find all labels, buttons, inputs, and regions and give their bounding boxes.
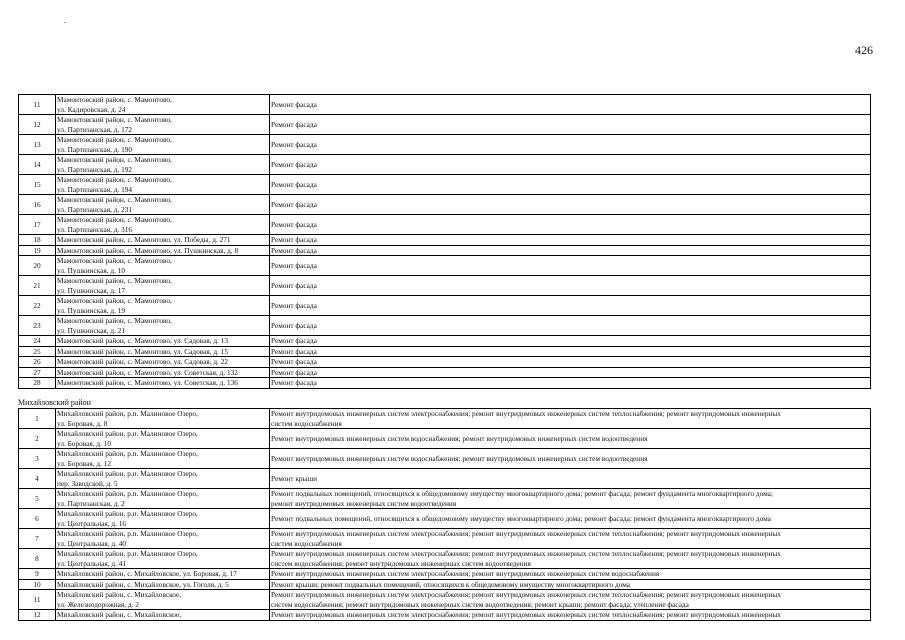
table-row [19,409,871,429]
works-cell [270,256,871,276]
works-cell [270,245,871,256]
address-cell [56,276,270,296]
address-cell [56,610,270,621]
row-number: 28 [19,378,56,389]
address-cell [56,469,270,489]
address-line-2: ул. Партизанская, д. 172 [57,124,133,134]
address-line-2: ул. Партизанская, д. 231 [57,204,133,214]
works-cell [270,529,871,549]
row-number: 9 [19,569,56,580]
works-line: Ремонт фасада [271,245,317,255]
works-cell [270,135,871,155]
works-cell [270,296,871,316]
works-cell [270,95,871,115]
address-cell [56,135,270,155]
works-cell [270,569,871,580]
address-cell [56,195,270,215]
address-line-2: ул. Боровая, д. 12 [57,458,112,468]
table-row [19,195,871,215]
works-cell [270,579,871,590]
works-line: Ремонт крыши; ремонт подвальных помещений, относящихся к общедомовому имуществу многоквартирного дома [271,579,631,589]
address-cell [56,296,270,316]
address-line-2: ул. Партизанская, д. 194 [57,184,133,194]
address-line-1: Мамонтовский район, с. Мамонтово, [57,316,172,325]
works-line: Ремонт внутридомовых инженерных систем водоснабжения; ремонт внутридомовых инженерных систем водоотведения [271,433,648,443]
address-line-1: Мамонтовский район, с. Мамонтово, ул. Победы, д. 271 [57,235,231,244]
works-line: Ремонт фасада [271,159,317,169]
address-line-2: ул. Центральная, д. 40 [57,538,127,548]
works-cell [270,610,871,621]
address-line-1: Мамонтовский район, с. Мамонтово, [57,215,172,224]
address-cell [56,235,270,246]
address-cell [56,409,270,429]
table-row [19,276,871,296]
table-row [19,256,871,276]
address-line-1: Михайловский район, р.п. Малиновое Озеро, [57,449,198,458]
address-line-1: Михайловский район, с. Михайловское, [57,590,182,599]
works-line: Ремонт фасада [271,346,317,356]
row-number: 18 [19,235,56,246]
works-cell [270,469,871,489]
address-line-1: Михайловский район, р.п. Малиновое Озеро, [57,509,198,518]
address-cell [56,509,270,529]
address-line-1: Михайловский район, р.п. Малиновое Озеро, [57,529,198,538]
works-line: Ремонт фасада [271,320,317,330]
works-cell [270,378,871,389]
address-line-1: Мамонтовский район, с. Мамонтово, ул. Пушкинская, д. 8 [57,245,239,255]
address-line-1: Михайловский район, с. Михайловское, ул. Боровая, д. 17 [57,569,237,578]
table-row [19,610,871,621]
table-row [19,346,871,357]
address-line-1: Мамонтовский район, с. Мамонтово, [57,195,172,204]
table-row [19,489,871,509]
address-line-1: Михайловский район, с. Михайловское, [57,610,182,619]
section-title: Михайловский район [18,398,91,407]
address-line-2: ул. Партизанская, д. 316 [57,224,133,234]
works-cell [270,175,871,195]
row-number: 11 [19,95,56,115]
scan-tick-mark [64,22,66,23]
works-line: систем водоснабжения [271,538,342,548]
row-number: 25 [19,346,56,357]
works-cell [270,195,871,215]
address-line-2: ул. Центральная, д. 16 [57,518,127,528]
address-cell [56,115,270,135]
row-number: 7 [19,529,56,549]
works-cell [270,489,871,509]
row-number: 20 [19,256,56,276]
row-number: 23 [19,316,56,336]
address-cell [56,489,270,509]
address-cell [56,316,270,336]
row-number: 26 [19,357,56,368]
address-line-1: Мамонтовский район, с. Мамонтово, [57,155,172,164]
address-cell [56,175,270,195]
address-cell [56,215,270,235]
address-line-1: Михайловский район, с. Михайловское, ул. Гоголя, д. 5 [57,579,229,589]
address-cell [56,529,270,549]
row-number: 3 [19,449,56,469]
works-line: Ремонт фасада [271,260,317,270]
works-cell [270,509,871,529]
address-cell [56,549,270,569]
row-number: 13 [19,135,56,155]
address-cell [56,245,270,256]
works-line: Ремонт подвальных помещений, относящихся к общедомовому имуществу многоквартирного дома; ремонт фасада; ремонт фундамента многоквартирного дома [271,513,771,523]
works-line: Ремонт фасада [271,139,317,149]
table-row [19,175,871,195]
works-cell [270,346,871,357]
address-line-1: Мамонтовский район, с. Мамонтово, ул. Советская, д. 132 [57,367,238,377]
works-line: Ремонт фасада [271,378,317,387]
row-number: 4 [19,469,56,489]
row-number: 22 [19,296,56,316]
address-cell [56,336,270,347]
works-line: Ремонт внутридомовых инженерных систем электроснабжения; ремонт внутридомовых инженерных систем теплоснабжения; ремонт внутридомовых инженерных [271,610,781,619]
address-line-2: ул. Железнодорожная, д. 2 [57,599,139,609]
works-line: Ремонт внутридомовых инженерных систем электроснабжения; ремонт внутридомовых инженерных систем теплоснабжения; ремонт внутридомовых инженерных [271,409,781,418]
row-number: 11 [19,590,56,610]
address-line-1: Михайловский район, р.п. Малиновое Озеро, [57,409,198,418]
works-cell [270,449,871,469]
table-row [19,316,871,336]
address-line-1: Мамонтовский район, с. Мамонтово, ул. Садовая, д. 15 [57,346,229,356]
mamontovsky-table [18,94,871,389]
address-line-1: Михайловский район, р.п. Малиновое Озеро, [57,429,198,438]
table-row [19,336,871,347]
works-line: ремонт внутридомовых инженерных систем водоотведения [271,498,457,508]
address-cell [56,429,270,449]
address-line-2: ул. Партизанская, д. 190 [57,144,133,154]
works-line: Ремонт фасада [271,235,317,244]
works-line: Ремонт крыши [271,473,318,483]
table-row [19,155,871,175]
address-line-2: ул. Пушкинская, д. 21 [57,325,126,335]
address-cell [56,569,270,580]
row-number: 5 [19,489,56,509]
row-number: 8 [19,549,56,569]
works-line: Ремонт фасада [271,357,317,366]
address-line-1: Михайловский район, р.п. Малиновое Озеро, [57,469,198,478]
address-line-1: Мамонтовский район, с. Мамонтово, [57,95,172,104]
row-number: 21 [19,276,56,296]
table-row [19,135,871,155]
row-number: 12 [19,610,56,621]
works-line: Ремонт внутридомовых инженерных систем электроснабжения; ремонт внутридомовых инженерных систем теплоснабжения; ремонт внутридомовых инженерных [271,590,781,599]
works-cell [270,316,871,336]
row-number: 2 [19,429,56,449]
address-cell [56,590,270,610]
table-row [19,296,871,316]
table-row [19,115,871,135]
table-row [19,215,871,235]
address-line-2: ул. Центральная, д. 41 [57,558,127,568]
works-line: Ремонт внутридомовых инженерных систем электроснабжения; ремонт внутридомовых инженерных систем водоснабжения [271,569,660,578]
address-cell [56,346,270,357]
works-line: Ремонт фасада [271,280,317,290]
address-line-1: Мамонтовский район, с. Мамонтово, ул. Садовая, д. 22 [57,357,229,366]
works-cell [270,357,871,368]
table-row [19,509,871,529]
address-line-2: ул. Боровая, д. 10 [57,438,112,448]
address-line-2: ул. Боровая, д. 8 [57,418,108,428]
address-cell [56,357,270,368]
address-line-1: Мамонтовский район, с. Мамонтово, ул. Садовая, д. 13 [57,336,229,345]
row-number: 1 [19,409,56,429]
works-line: Ремонт фасада [271,336,317,345]
row-number: 27 [19,367,56,378]
address-cell [56,155,270,175]
address-line-1: Мамонтовский район, с. Мамонтово, [57,276,172,285]
works-line: Ремонт подвальных помещений, относящихся к общедомовому имуществу многоквартирного дома; ремонт фасада; ремонт фундамента многоквартирного дома; [271,489,773,498]
works-cell [270,367,871,378]
row-number: 6 [19,509,56,529]
works-cell [270,235,871,246]
row-number: 19 [19,245,56,256]
works-line: Ремонт фасада [271,179,317,189]
works-line: Ремонт фасада [271,99,317,109]
works-cell [270,549,871,569]
works-cell [270,215,871,235]
address-cell [56,378,270,389]
page-number: 426 [855,43,873,57]
table-row [19,245,871,256]
address-cell [56,449,270,469]
works-cell [270,429,871,449]
mikhailovsky-table [18,408,871,621]
row-number: 17 [19,215,56,235]
table-row [19,357,871,368]
table-row [19,235,871,246]
address-line-2: ул. Партизанская, д. 192 [57,164,133,174]
works-line: систем водоснабжения; ремонт внутридомовых инженерных систем водоотведения [271,558,531,568]
works-line: систем водоснабжения; ремонт внутридомовых инженерных систем водоотведения; ремонт крыши; ремонт фасада; утепление фасада [271,599,689,609]
address-cell [56,256,270,276]
table-row [19,549,871,569]
table-row [19,378,871,389]
works-line: Ремонт фасада [271,219,317,229]
row-number: 12 [19,115,56,135]
table-row [19,529,871,549]
works-line: Ремонт внутридомовых инженерных систем электроснабжения; ремонт внутридомовых инженерных систем теплоснабжения; ремонт внутридомовых инженерных [271,549,781,558]
table-row [19,579,871,590]
address-line-2: ул. Пушкинская, д. 19 [57,305,126,315]
address-line-1: Михайловский район, р.п. Малиновое Озеро, [57,489,198,498]
table-row [19,95,871,115]
address-line-2: ул. Пушкинская, д. 17 [57,285,126,295]
table-row [19,429,871,449]
row-number: 14 [19,155,56,175]
works-line: Ремонт фасада [271,367,317,377]
works-cell [270,409,871,429]
address-line-1: Михайловский район, р.п. Малиновое Озеро, [57,549,198,558]
works-line: Ремонт внутридомовых инженерных систем водоснабжения; ремонт внутридомовых инженерных систем водоотведения [271,453,648,463]
address-line-1: Мамонтовский район, с. Мамонтово, [57,296,172,305]
works-cell [270,155,871,175]
row-number: 15 [19,175,56,195]
address-line-1: Мамонтовский район, с. Мамонтово, ул. Советская, д. 136 [57,378,238,387]
address-line-2: ул. Партизанская, д. 2 [57,498,125,508]
works-line: Ремонт фасада [271,119,317,129]
works-cell [270,590,871,610]
works-line: Ремонт фасада [271,199,317,209]
table-row [19,590,871,610]
table-row [19,367,871,378]
row-number: 24 [19,336,56,347]
works-cell [270,336,871,347]
address-line-1: Мамонтовский район, с. Мамонтово, [57,115,172,124]
address-line-1: Мамонтовский район, с. Мамонтово, [57,256,172,265]
table-row [19,469,871,489]
address-line-1: Мамонтовский район, с. Мамонтово, [57,175,172,184]
address-cell [56,95,270,115]
address-cell [56,579,270,590]
row-number: 10 [19,579,56,590]
address-line-1: Мамонтовский район, с. Мамонтово, [57,135,172,144]
address-line-2: пер. Заводской, д. 5 [57,478,118,488]
table-row [19,449,871,469]
row-number: 16 [19,195,56,215]
works-cell [270,115,871,135]
table-row [19,569,871,580]
works-line: Ремонт фасада [271,300,317,310]
works-line: систем водоснабжения [271,418,342,428]
works-line: Ремонт внутридомовых инженерных систем электроснабжения; ремонт внутридомовых инженерных систем теплоснабжения; ремонт внутридомовых инженерных [271,529,781,538]
address-line-2: ул. Пушкинская, д. 10 [57,265,126,275]
address-cell [56,367,270,378]
address-line-2: ул. Кадировская, д. 24 [57,104,126,114]
works-cell [270,276,871,296]
